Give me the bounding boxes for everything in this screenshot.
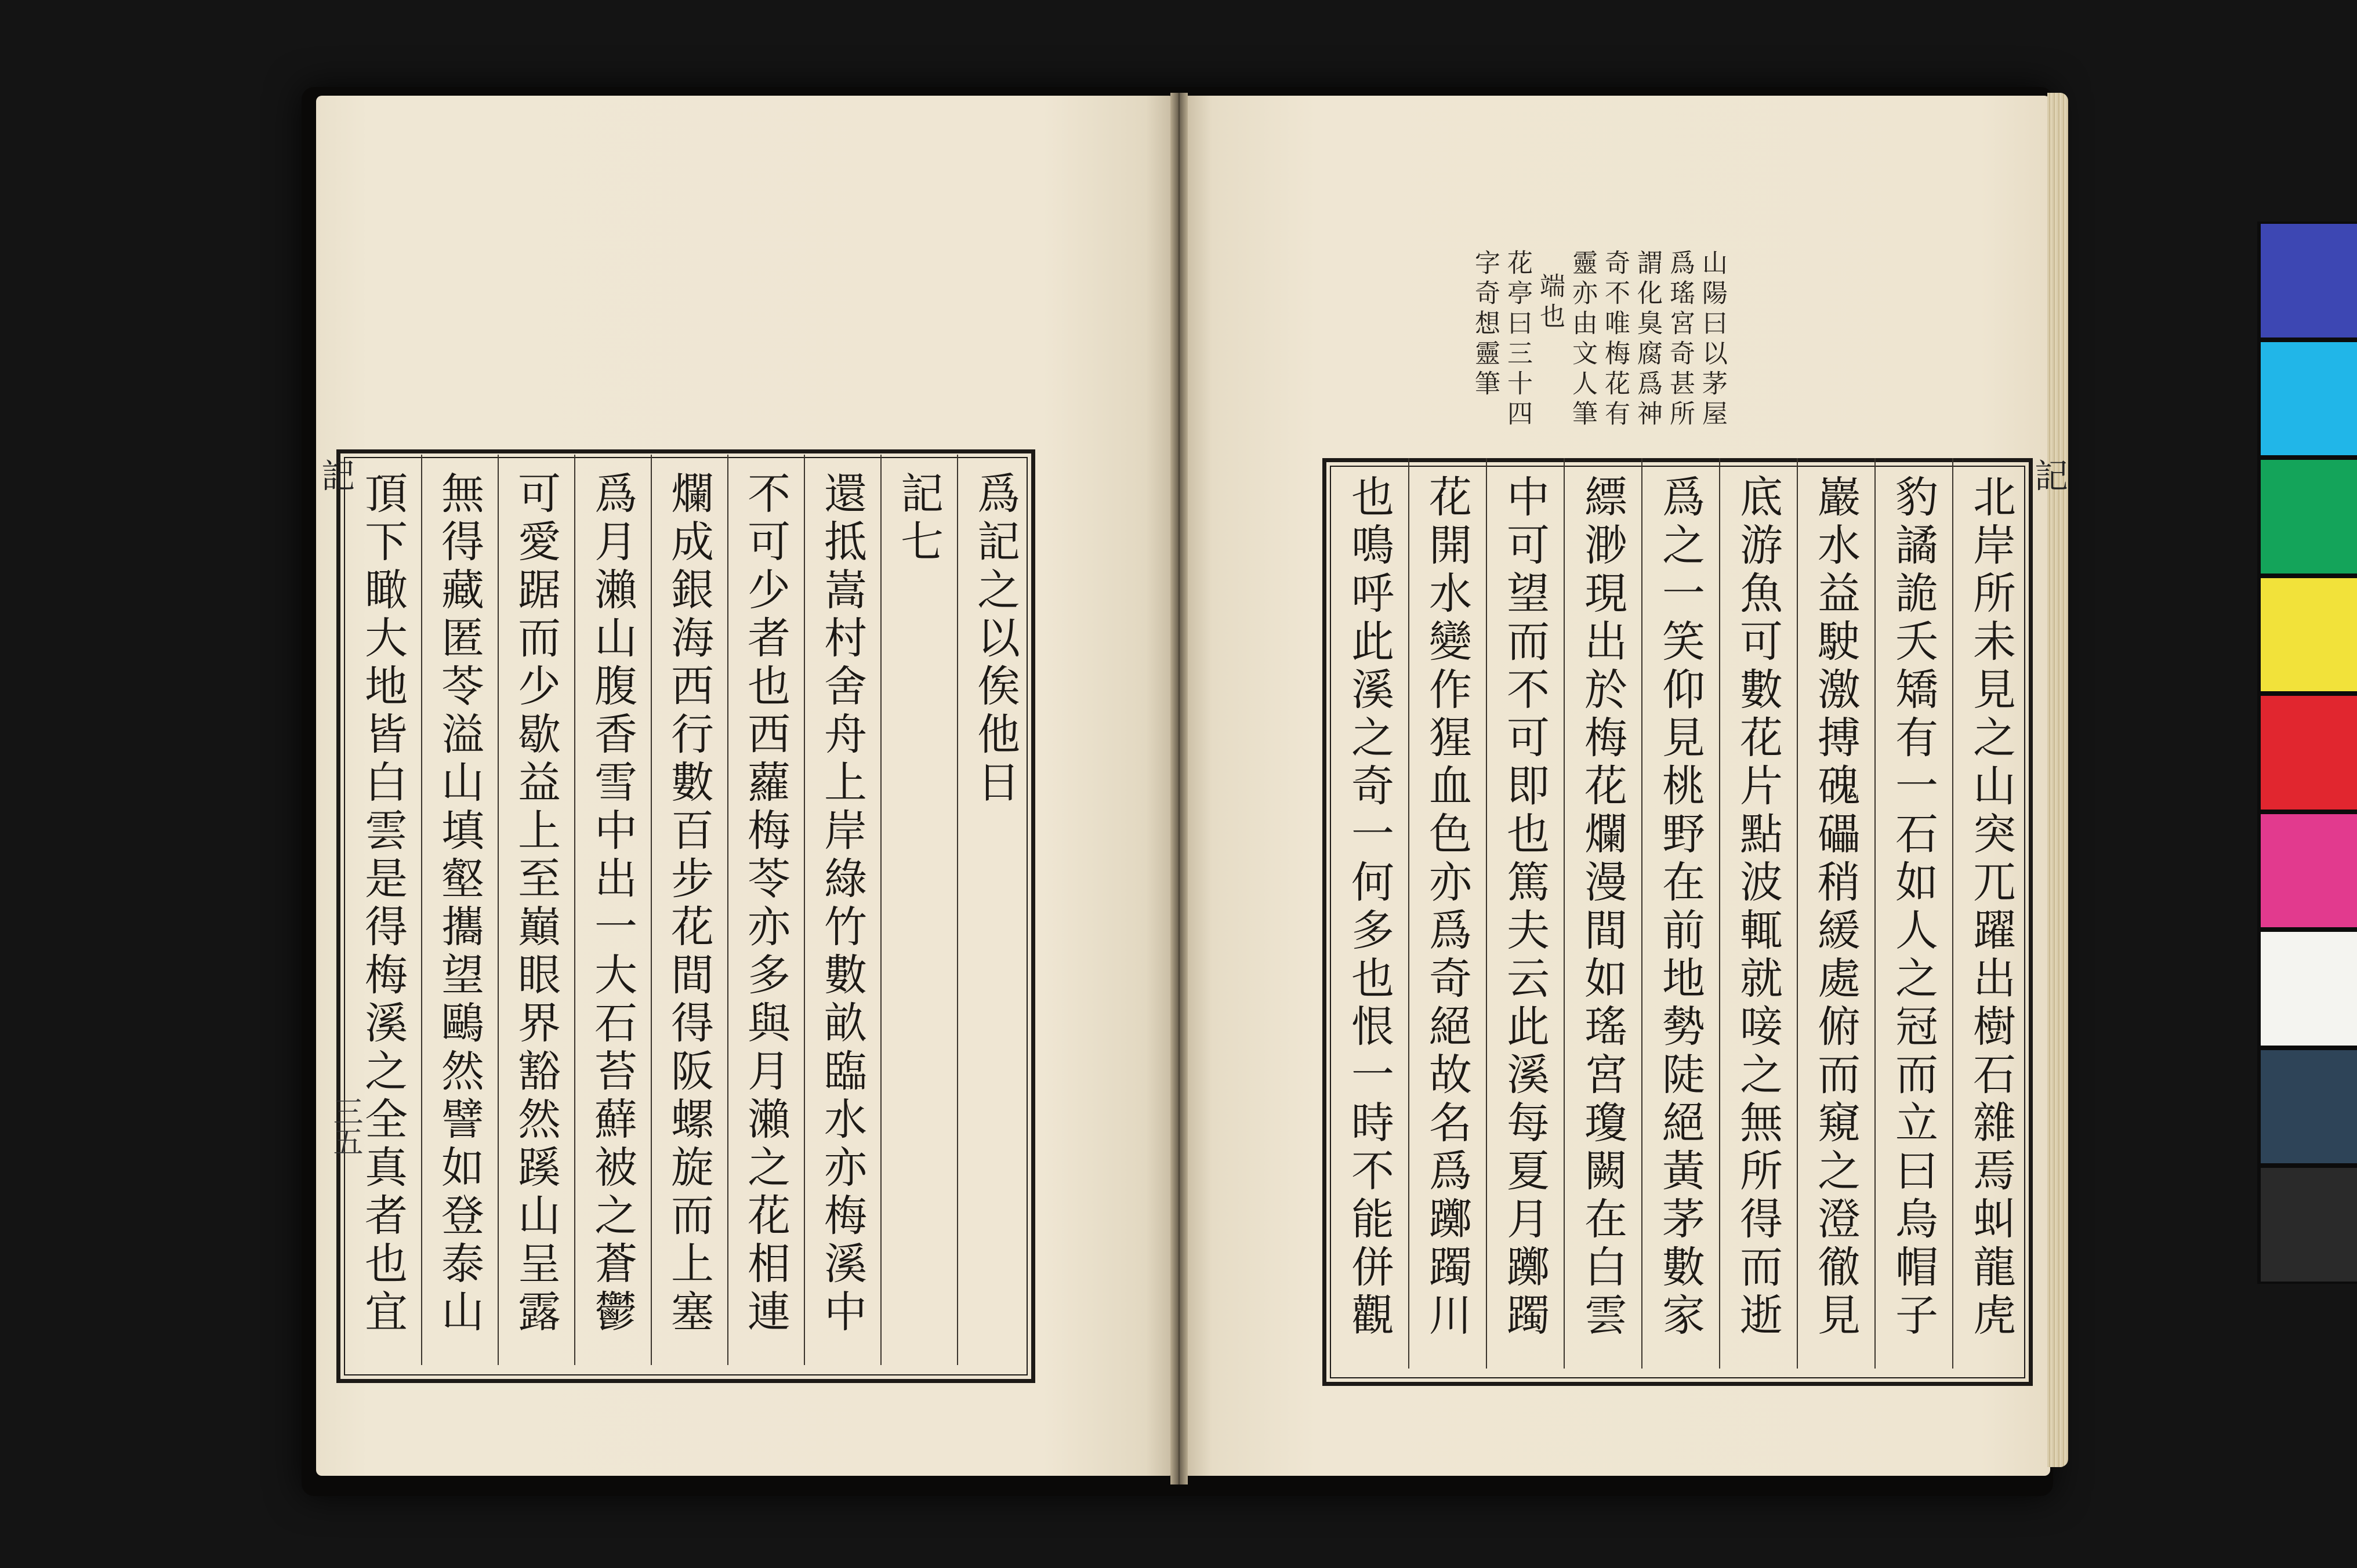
column-rule [1641,458,1642,1369]
page-edges [2047,93,2068,1467]
text-column: 記七 [894,471,944,567]
book-gutter [1170,93,1188,1484]
column-rule [574,455,575,1365]
column-rule [727,455,728,1365]
text-column: 縹渺現出於梅花爛漫間如瑤宮瓊闕在白雲 [1578,474,1627,1341]
color-patch [2261,814,2357,928]
color-patch [2261,578,2357,692]
color-patch [2261,932,2357,1046]
color-patch [2261,1168,2357,1282]
column-rule [1408,458,1409,1369]
column-rule [1486,458,1487,1369]
color-patch [2261,224,2357,337]
text-column: 可愛踞而少歇益上至巔眼界豁然蹊山呈露 [511,471,561,1337]
column-rule [1874,458,1876,1369]
text-column: 巖水益駛激搏磈礧稍緩處俯而窺之澄徹見 [1811,474,1861,1341]
column-rule [1797,458,1798,1369]
column-rule [421,455,422,1365]
column-rule [804,455,805,1365]
column-rule [1564,458,1565,1369]
text-column: 爲記之以俟他日 [970,471,1020,808]
text-column: 中可望而不可即也篤夫云此溪每夏月躑躅 [1500,474,1550,1341]
head-note-column: 奇不唯梅花有 [1600,249,1630,430]
head-note-column: 謂化臭腐爲神 [1633,249,1662,430]
text-column: 也鳴呼此溪之奇一何多也恨一時不能併觀 [1344,474,1394,1341]
right-margin-title: 記 [2029,458,2068,492]
color-patch [2261,696,2357,810]
column-rule [498,455,499,1365]
column-rule [1719,458,1720,1369]
left-folio: 三五 [328,1096,362,1156]
head-note-column: 字奇想靈筆 [1470,249,1500,400]
text-column: 爲之一笑仰見桃野在前地勢陡絕黃茅數家 [1655,474,1705,1341]
column-rule [651,455,652,1365]
color-calibration-card [2257,222,2357,1284]
text-column: 花開水變作猩血色亦爲奇絕故名爲躑躅川 [1422,474,1472,1341]
text-column: 豹譎詭夭矯有一石如人之冠而立曰烏帽子 [1888,474,1938,1341]
head-note-column: 端也 [1535,273,1565,333]
column-rule [1952,458,1953,1369]
text-column: 不可少者也西蘿梅苓亦多與月瀨之花相連 [741,471,790,1337]
head-note-column: 爲瑤宮奇甚所 [1665,249,1695,430]
head-note-column: 靈亦由文人筆 [1568,249,1597,430]
left-margin-title: 記 [316,458,355,492]
column-rule [880,455,882,1365]
color-patch [2261,460,2357,574]
head-note-column: 花亭曰三十四 [1503,249,1532,430]
text-column: 還抵嵩村舍舟上岸綠竹數畝臨水亦梅溪中 [817,471,867,1337]
text-column: 底游魚可數花片點波輒就唼之無所得而逝 [1733,474,1783,1341]
color-patch [2261,342,2357,456]
text-column: 無得藏匿苓溢山填壑攜望鷗然譬如登泰山 [434,471,484,1337]
text-column: 頂下瞰大地皆白雲是得梅溪之全真者也宜 [358,471,408,1337]
text-column: 爲月瀨山腹香雪中出一大石苔蘚被之蒼鬱 [588,471,637,1337]
text-column: 北岸所未見之山突兀躍出樹石雜焉虯龍虎 [1966,474,2016,1341]
head-note-column: 山陽曰以茅屋 [1698,249,1727,430]
text-column: 爛成銀海西行數百步花間得阪螺旋而上塞 [664,471,714,1337]
color-patch [2261,1050,2357,1164]
column-rule [957,455,958,1365]
